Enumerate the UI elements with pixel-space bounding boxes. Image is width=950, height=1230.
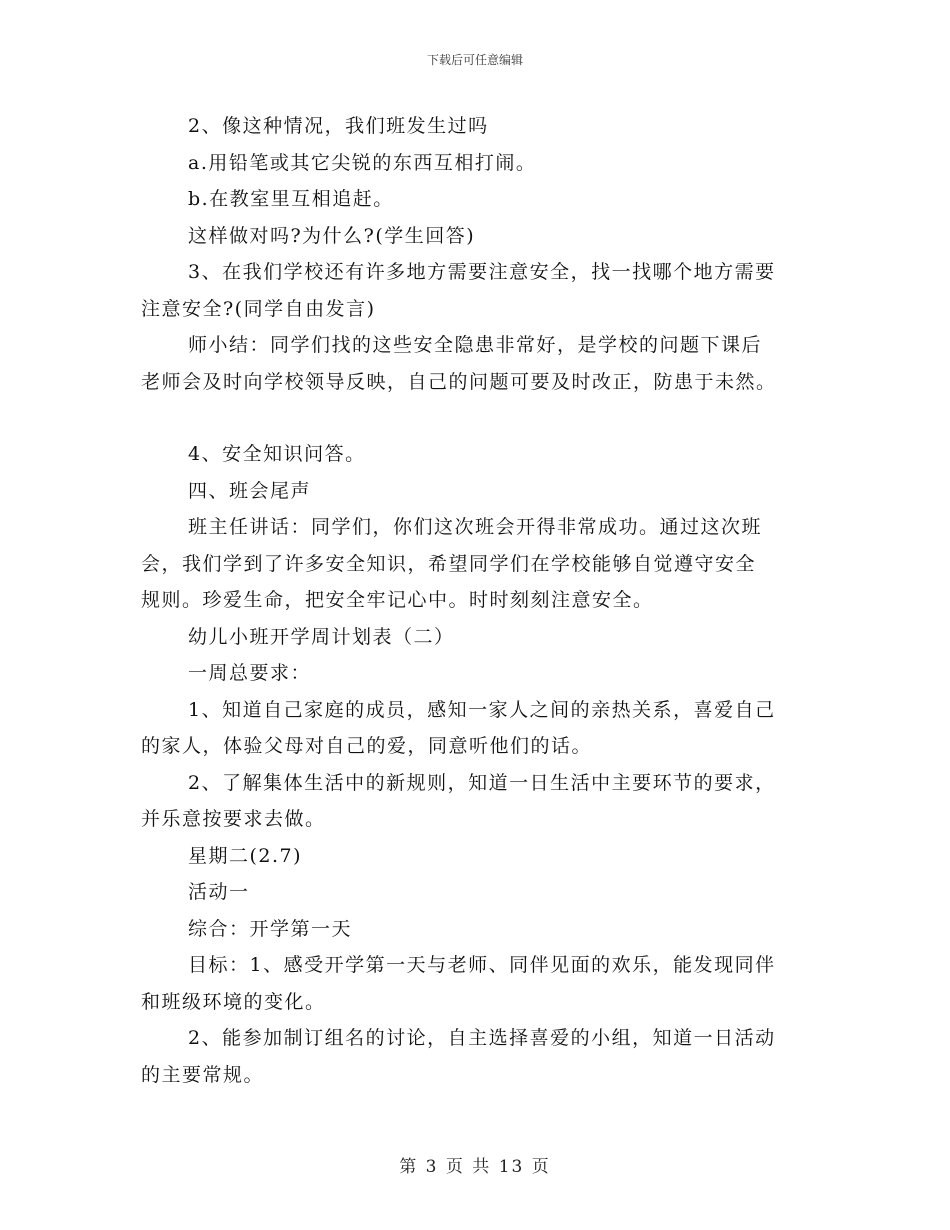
text-line: 2、像这种情况，我们班发生过吗	[188, 115, 489, 137]
text-line: b.在教室里互相追赶。	[188, 188, 394, 210]
text-line: 星期二(2.7)	[188, 844, 303, 867]
section-heading: 幼儿小班开学周计划表（二）	[188, 625, 455, 648]
text-line: a.用铅笔或其它尖锐的东西互相打闹。	[188, 151, 537, 174]
page-number-footer: 第 3 页 共 13 页	[399, 1157, 551, 1177]
text-line: 2、了解集体生活中的新规则，知道一日生活中主要环节的要求，	[188, 771, 776, 794]
section-heading: 四、班会尾声	[188, 479, 312, 502]
text-line: 4、安全知识问答。	[188, 443, 366, 465]
text-line: 和班级环境的变化。	[141, 990, 326, 1013]
text-line: 师小结：同学们找的这些安全隐患非常好，是学校的问题下课后	[188, 334, 763, 356]
text-line: 的家人，体验父母对自己的爱，同意听他们的话。	[141, 735, 593, 757]
text-line: 会，我们学到了许多安全知识，希望同学们在学校能够自觉遵守安全	[141, 552, 757, 575]
paragraph-gap	[141, 400, 809, 436]
text-line: 这样做对吗?为什么?(学生回答)	[188, 224, 476, 247]
text-line: 目标：1、感受开学第一天与老师、同伴见面的欢乐，能发现同伴	[188, 954, 776, 976]
text-line: 3、在我们学校还有许多地方需要注意安全，找一找哪个地方需要	[188, 261, 776, 283]
text-line: 一周总要求：	[188, 662, 312, 684]
text-line: 2、能参加制订组名的讨论，自主选择喜爱的小组，知道一日活动	[188, 1027, 776, 1049]
text-line: 注意安全?(同学自由发言)	[141, 297, 376, 320]
text-line: 规则。珍爱生命，把安全牢记心中。时时刻刻注意安全。	[141, 589, 654, 611]
text-line: 班主任讲话：同学们，你们这次班会开得非常成功。通过这次班	[188, 516, 763, 538]
text-line: 活动一	[188, 881, 250, 903]
text-line: 的主要常规。	[141, 1063, 265, 1086]
page-header: 下载后可任意编辑	[426, 53, 523, 67]
text-line: 并乐意按要求去做。	[141, 808, 326, 830]
text-line: 1、知道自己家庭的成员，感知一家人之间的亲热关系，喜爱自己	[188, 698, 776, 721]
text-line: 综合：开学第一天	[188, 917, 353, 940]
document-body	[141, 108, 809, 1093]
text-line: 老师会及时向学校领导反映，自己的问题可要及时改正，防患于未然。	[141, 370, 777, 393]
